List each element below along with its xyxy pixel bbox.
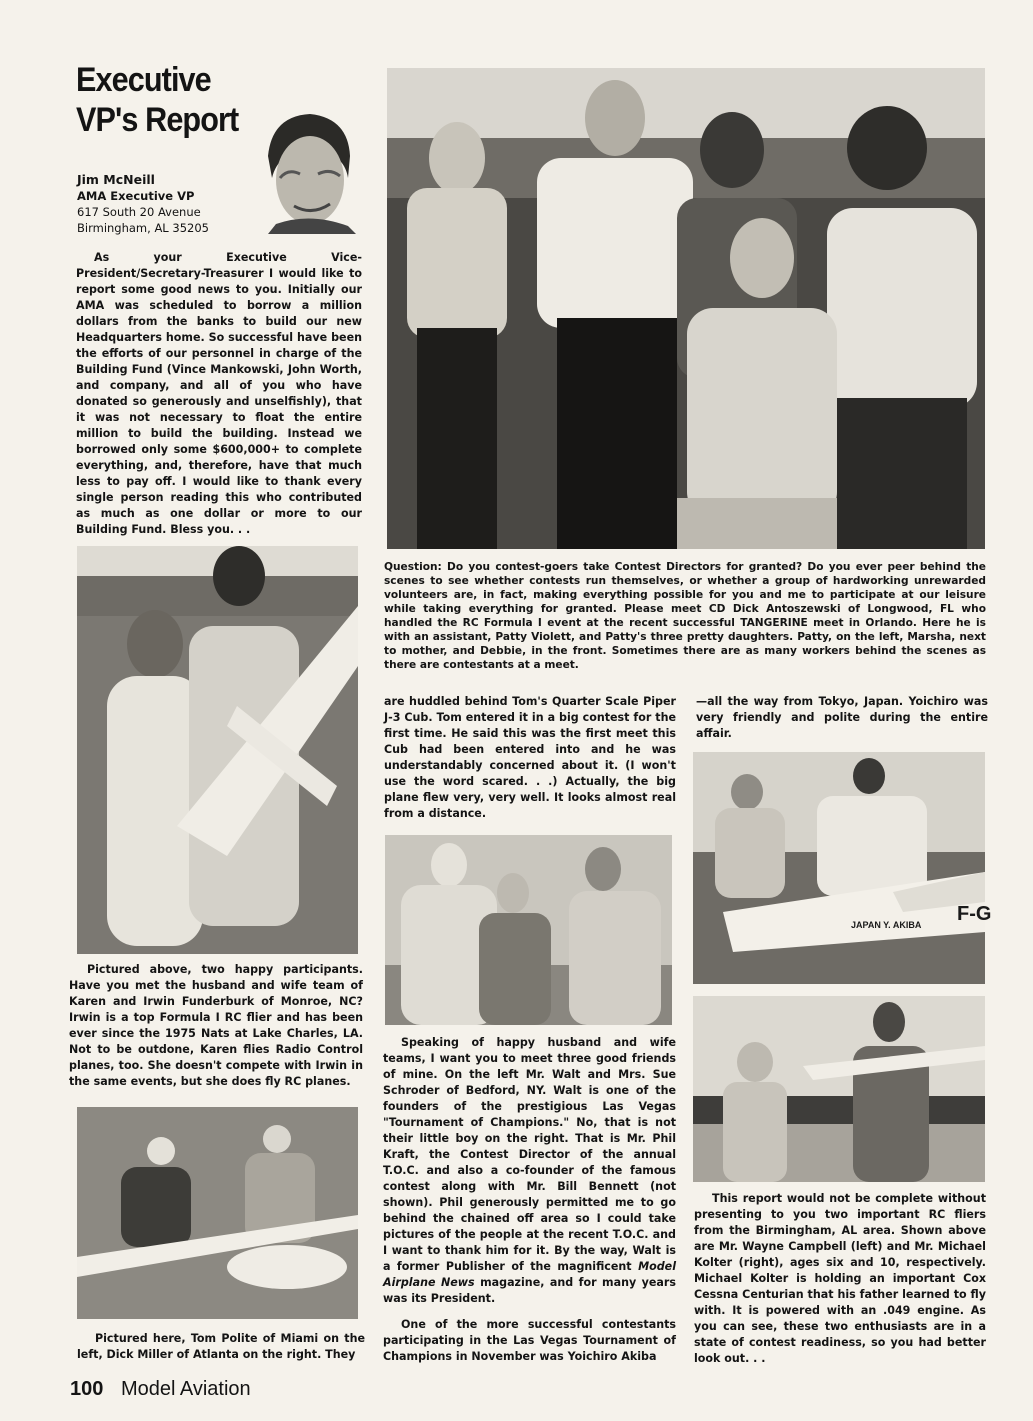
author-name: Jim McNeill (77, 172, 155, 187)
magazine-name: Model Aviation (120, 1378, 251, 1400)
akiba-continued: —all the way from Tokyo, Japan. Yoichiro was very friendly and polite during the entire affair. (696, 695, 988, 740)
cub-paragraph: are huddled behind Tom's Quarter Scale Piper J-3 Cub. Tom entered it in a big contest for the first time. He said this was the first meet this Cub had been entered into and he was understandably concerned about it. (I won't use the word scared. . .) Actually, the big plane flew very, very well. It looks almost real from a distance. (384, 695, 676, 820)
campbell-kolter-photo (693, 996, 985, 1182)
author-byline (77, 172, 267, 236)
akiba-photo (693, 752, 992, 984)
author-portrait (258, 108, 356, 234)
funderburk-photo (77, 546, 358, 954)
schroder-kraft-photo (385, 835, 672, 1025)
intro-paragraph: As your Executive Vice-President/Secretary-Treasurer I would like to report some good news to you. Initially our AMA was scheduled to borrow a million dollars from the banks to build our new Headquarters home. So successful have been the efforts of our personnel in charge of the Building Fund (Vince Mankowski, John Worth, and company, and all of you who have donated so generously and unselfishly), that it was not necessary to float the entire million to build the building. Instead we borrowed only some $600,000+ to complete everything, and, therefore, have that much less to pay off. I would like to thank every single person reading this who contributed as much as one dollar or more to our Building Fund. Bless you. . . (76, 251, 362, 536)
plane-registration-label: F-G (957, 903, 992, 925)
friends-paragraph-a: Speaking of happy husband and wife teams, I want you to meet three good friends of mine. On the left Mr. Walt and Mrs. Sue Schroder of Bedford, NY. Walt is one of the founders of the prestigious Las Vegas "Tournament of Champions." No, that is not their little boy on the right. That is Mr. Phil Kraft, the Contest Director of the annual T.O.C. and also a co-founder of the famous contest along with Mr. Bill Bennett (not shown). Phil generously permitted me to go behind the chained off area so I could take pictures of the people at the recent T.O.C. and I want to thank him for it. By the way, Walt is a former Publisher of the magnificent (383, 1036, 676, 1273)
polite-caption: Pictured here, Tom Polite of Miami on the left, Dick Miller of Atlanta on the right. They (77, 1332, 365, 1361)
main-group-photo (387, 68, 985, 549)
polite-miller-photo (77, 1107, 358, 1319)
author-address-line1: 617 South 20 Avenue (77, 205, 201, 219)
magazine-title-mention: Model Airplane News (383, 1260, 676, 1289)
plane-fuselage-label: JAPAN Y. AKIBA (851, 920, 922, 930)
main-photo-caption: Question: Do you contest-goers take Contest Directors for granted? Do you ever peer behind the scenes to see whether contests run themselves, or whether a group of hardworking unrewarded volunteers are, in fact, making everything possible for you and me to participate at our leisure while taking everything for granted. Please meet CD Dick Antoszewski of Longwood, FL who handled the RC Formula I event at the recent successful TANGERINE meet in Orlando. Here he is with an assistant, Patty Violett, and Patty's three pretty daughters. Patty, on the left, Marsha, next to mother, and Debbie, in the front. Sometimes there are as many workers behind the scenes as there are contestants at a meet. (384, 561, 986, 671)
friends-paragraph-b: magazine, and for many years was its President. (383, 1276, 676, 1305)
author-address-line2: Birmingham, AL 35205 (77, 221, 209, 235)
friends-paragraph (383, 1035, 676, 1307)
page-number: 100 (70, 1378, 104, 1400)
akiba-paragraph: One of the more successful contestants participating in the Las Vegas Tournament of Champions in November was Yoichiro Akiba (383, 1318, 676, 1363)
author-title: AMA Executive VP (77, 189, 195, 203)
article-title: Executive VP's Report (76, 61, 239, 139)
funderburk-caption: Pictured above, two happy participants. Have you met the husband and wife team of Karen and Irwin Funderburk of Monroe, NC? Irwin is a top Formula I RC flier and has been ever since the 1975 Nats at Lake Charles, LA. Not to be outdone, Karen flies Radio Control planes, too. She doesn't compete with Irwin in the same events, but she does fly RC planes. (69, 963, 363, 1088)
closing-paragraph: This report would not be complete without presenting to you two important RC fliers from the Birmingham, AL area. Shown above are Mr. Wayne Campbell (left) and Mr. Michael Kolter (right), ages six and 10, respectively. Michael Kolter is holding an important Cox Cessna Centurian that his father learned to fly with. It is powered with an .049 engine. As you can see, these two enthusiasts are in a state of contest readiness, so you had better look out. . . (694, 1192, 986, 1365)
page-footer (70, 1378, 251, 1401)
